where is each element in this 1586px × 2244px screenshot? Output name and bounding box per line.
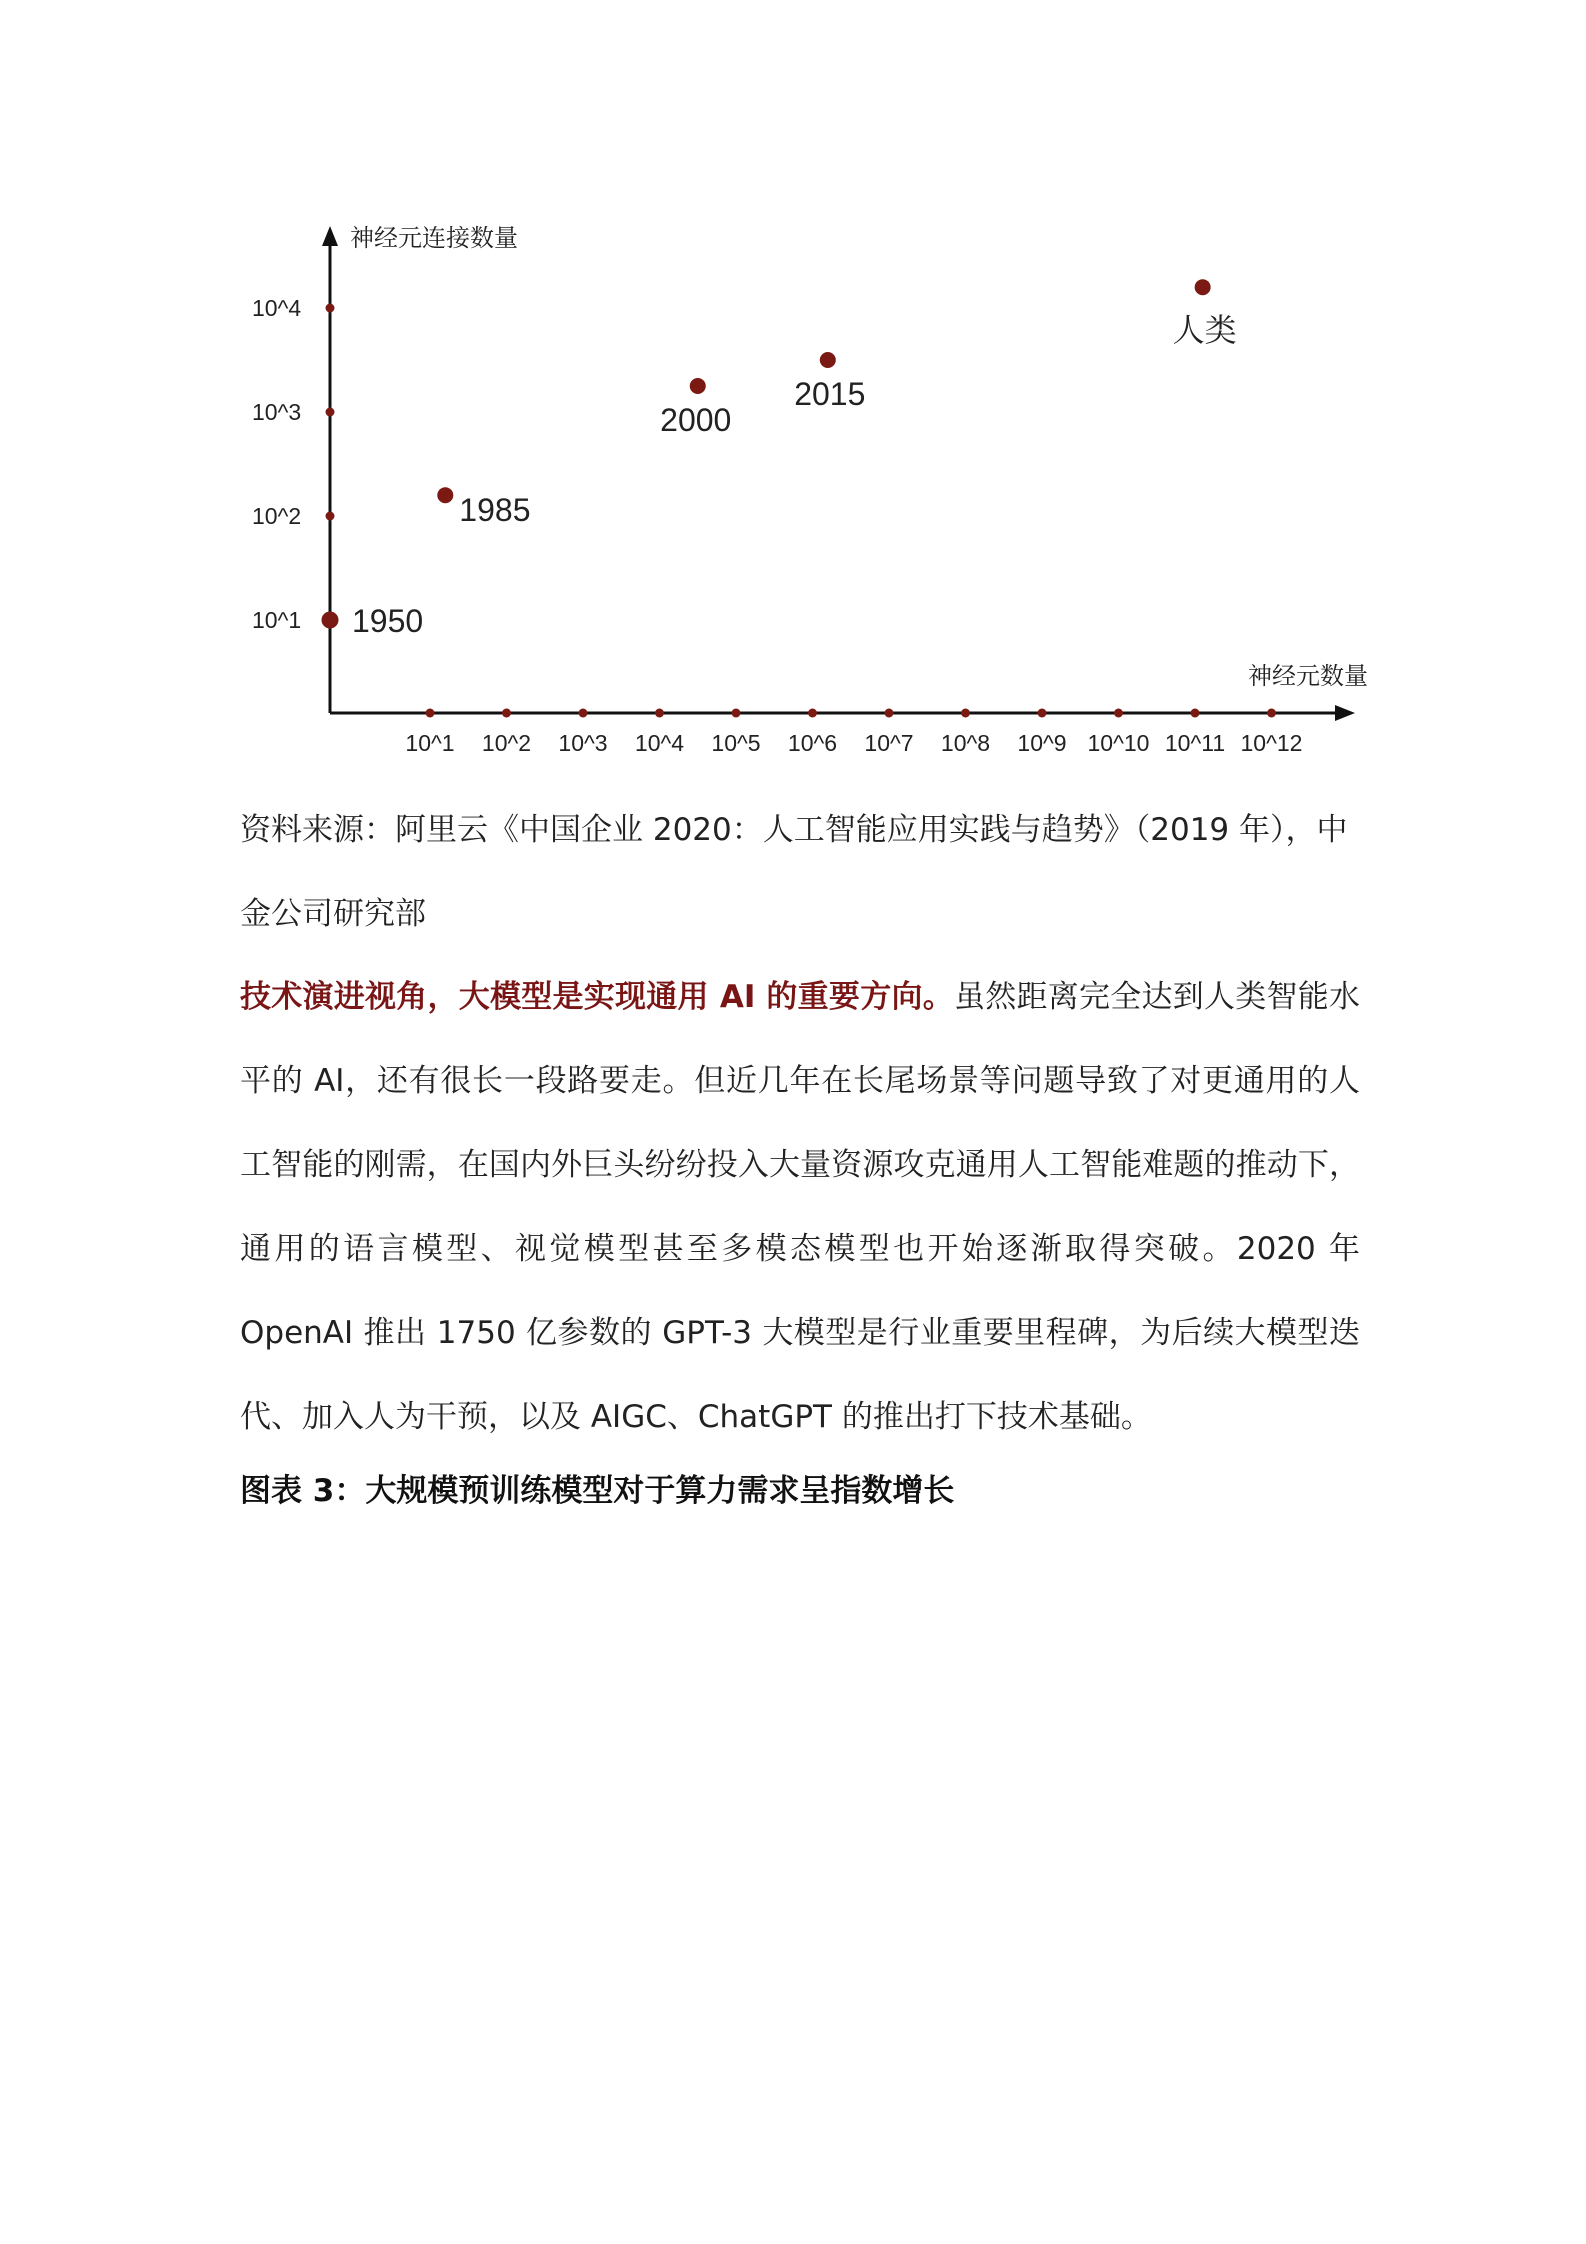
data-point (1195, 279, 1211, 295)
x-tick-mark (1191, 709, 1200, 718)
x-tick-mark (885, 709, 894, 718)
figure-title: 图表 3：大规模预训练模型对于算力需求呈指数增长 (240, 1473, 955, 1509)
scatter-chart (0, 0, 1586, 780)
x-tick-label: 10^4 (634, 730, 685, 756)
y-tick-label: 10^3 (252, 399, 302, 425)
x-tick-label: 10^11 (1164, 730, 1226, 756)
data-point (322, 612, 339, 629)
x-tick-label: 10^8 (940, 730, 991, 756)
x-tick-label: 10^6 (787, 730, 838, 756)
x-tick-label: 10^2 (481, 730, 532, 756)
y-axis-ticks (252, 295, 335, 633)
x-tick-mark (1267, 709, 1276, 718)
paragraph-lead: 技术演进视角，大模型是实现通用 AI 的重要方向。 (240, 979, 954, 1015)
y-axis-label: 神经元连接数量 (350, 225, 518, 252)
x-tick-mark (1114, 709, 1123, 718)
x-tick-mark (579, 709, 588, 718)
y-axis-arrow (322, 226, 338, 246)
x-axis-label: 神经元数量 (1248, 663, 1368, 690)
y-tick-mark (326, 408, 335, 417)
x-tick-label: 10^7 (864, 730, 914, 756)
y-tick-mark (326, 304, 335, 313)
y-tick-label: 10^4 (252, 295, 302, 321)
x-tick-label: 10^10 (1087, 730, 1150, 756)
data-point-label: 人类 (1172, 312, 1237, 349)
x-tick-mark (961, 709, 970, 718)
data-point (690, 378, 706, 394)
data-point-label: 2000 (660, 402, 732, 438)
data-point-label: 1950 (352, 603, 424, 639)
x-tick-mark (655, 709, 664, 718)
data-point (437, 487, 453, 503)
x-tick-mark (808, 709, 817, 718)
chart-axes (322, 226, 1355, 721)
x-axis-ticks (405, 709, 1302, 757)
x-tick-label: 10^1 (405, 730, 455, 756)
data-point (820, 352, 836, 368)
body-paragraph (240, 955, 1360, 1459)
y-tick-label: 10^2 (252, 503, 302, 529)
source-note: 资料来源：阿里云《中国企业 2020：人工智能应用实践与趋势》（2019 年），中金公司研究部 (240, 812, 1348, 932)
x-tick-mark (1038, 709, 1047, 718)
x-tick-label: 10^12 (1240, 730, 1303, 756)
x-tick-mark (732, 709, 741, 718)
x-tick-mark (502, 709, 511, 718)
data-point-label: 1985 (459, 492, 531, 529)
y-tick-mark (326, 512, 335, 521)
y-tick-label: 10^1 (252, 607, 302, 633)
x-tick-label: 10^9 (1017, 730, 1067, 756)
data-point-label: 2015 (794, 376, 866, 412)
x-tick-label: 10^5 (711, 730, 761, 756)
x-tick-label: 10^3 (558, 730, 608, 756)
paragraph-body: 虽然距离完全达到人类智能水平的 AI，还有很长一段路要走。但近几年在长尾场景等问题导致了对更通用的人工智能的刚需，在国内外巨头纷纷投入大量资源攻克通用人工智能难题的推动下，通用的语言模型、视觉模型甚至多模态模型也开始逐渐取得突破。2020 年 OpenAI 推出 1750 亿参数的 GPT-3 大模型是行业重要里程碑，为后续大模型迭代、加入人为干预，以及 AIGC、ChatGPT 的推出打下技术基础。 (240, 979, 1361, 1435)
data-points (322, 279, 1237, 639)
x-axis-arrow (1335, 705, 1355, 721)
x-tick-mark (426, 709, 435, 718)
